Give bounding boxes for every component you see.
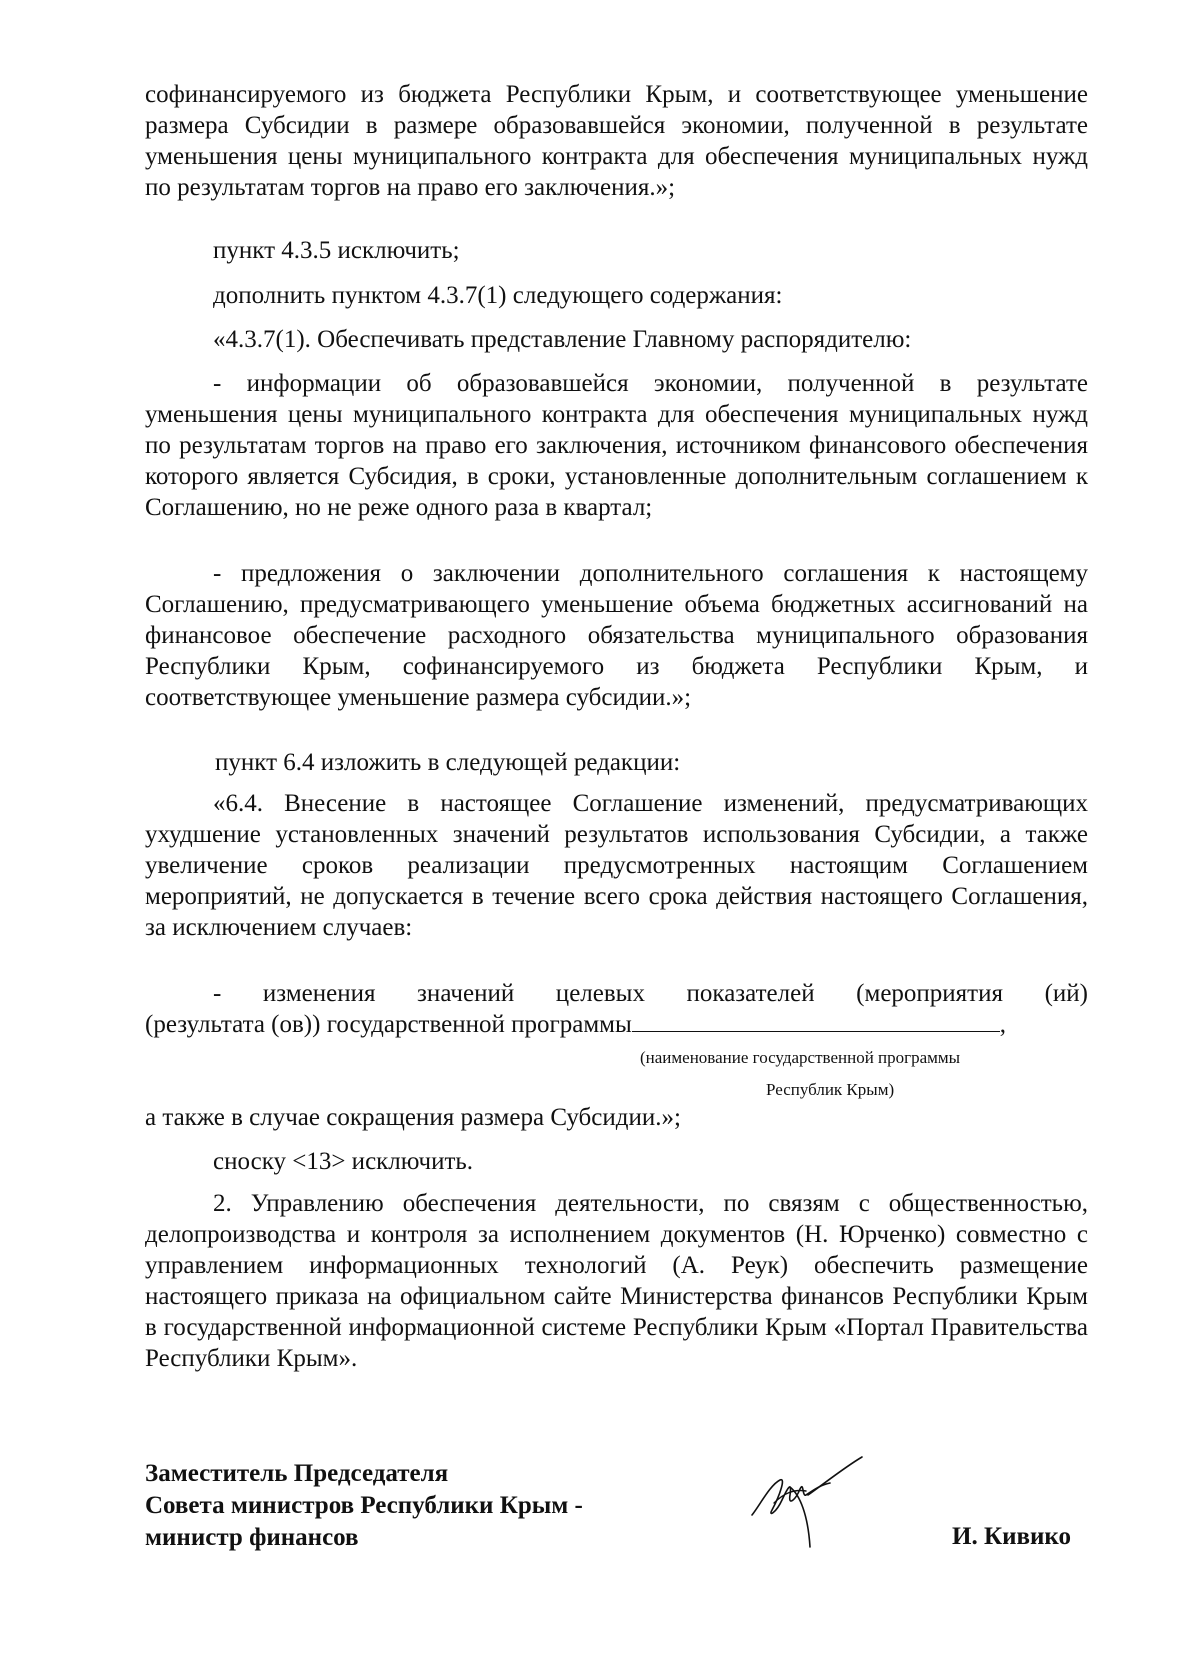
paragraph-footnote-13: сноску <13> исключить. xyxy=(213,1148,474,1175)
paragraph-add-4-3-7-1: дополнить пунктом 4.3.7(1) следующего содержания: xyxy=(213,282,783,309)
paragraph-proposal: - предложения о заключении дополнительного соглашения к настоящему Соглашению, предусматривающего уменьшение объема бюджетных ассигнований на финансовое обеспечение расходного обязательства муниципального образования Республики Крым, софинансируемого из бюджета Республики Крым, и соответствующее уменьшение размера субсидии.»; xyxy=(145,560,1088,711)
paragraph-item-4-3-5: пункт 4.3.5 исключить; xyxy=(213,237,460,264)
paragraph-economy-info: - информации об образовавшейся экономии, полученной в результате уменьшения цены муниципального контракта для обеспечения муниципальных нужд по результатам торгов на право его заключения, источником финансового обеспечения которого является Субсидия, в сроки, установленные дополнительным соглашением к Соглашению, но не реже одного раза в квартал; xyxy=(145,370,1088,521)
caption-program-name: (наименование государственной программы xyxy=(640,1048,961,1067)
paragraph-4-3-7-1-text: «4.3.7(1). Обеспечивать представление Главному распорядителю: xyxy=(213,326,912,353)
paragraph-item-6-4: пункт 6.4 изложить в следующей редакции: xyxy=(215,749,681,776)
program-comma: , xyxy=(999,1011,1007,1038)
signatory-title xyxy=(145,1458,583,1554)
paragraph-item-2: 2. Управлению обеспечения деятельности, по связям с общественностью, делопроизводства и контроля за исполнением документов (Н. Юрченко) совместно с управлением информационных технологий (А. Реук) обеспечить размещение настоящего приказа на официальном сайте Министерства финансов Республики Крым в государственной информационной системе Республики Крым «Портал Правительства Республики Крым». xyxy=(145,1190,1088,1372)
signatory-title-line2: Совета министров Республики Крым - xyxy=(145,1492,583,1519)
handwritten-signature xyxy=(750,1455,870,1555)
signatory-title-line3: министр финансов xyxy=(145,1524,359,1551)
paragraph-continuation: софинансируемого из бюджета Республики Крым, и соответствующее уменьшение размера Субсидии в размере образовавшейся экономии, полученной в результате уменьшения цены муниципального контракта для обеспечения муниципальных нужд по результатам торгов на право его заключения.»; xyxy=(145,81,1088,201)
paragraph-subsidy-reduction: а также в случае сокращения размера Субсидии.»; xyxy=(145,1104,681,1131)
program-label: (результата (ов)) государственной программы xyxy=(145,1011,632,1038)
signatory-name: И. Кивико xyxy=(952,1523,1071,1550)
paragraph-6-4-text: «6.4. Внесение в настоящее Соглашение изменений, предусматривающих ухудшение установленных значений результатов использования Субсидии, а также увеличение сроков реализации предусмотренных настоящим Соглашением мероприятий, не допускается в течение всего срока действия настоящего Соглашения, за исключением случаев: xyxy=(145,790,1088,941)
signatory-title-line1: Заместитель Председателя xyxy=(145,1460,449,1487)
paragraph-change-line1: - изменения значений целевых показателей (мероприятия (ий) xyxy=(213,980,1088,1007)
caption-republic: Республик Крым) xyxy=(766,1080,895,1099)
paragraph-change-line2 xyxy=(145,1009,1088,1040)
program-name-blank xyxy=(632,1009,1000,1032)
